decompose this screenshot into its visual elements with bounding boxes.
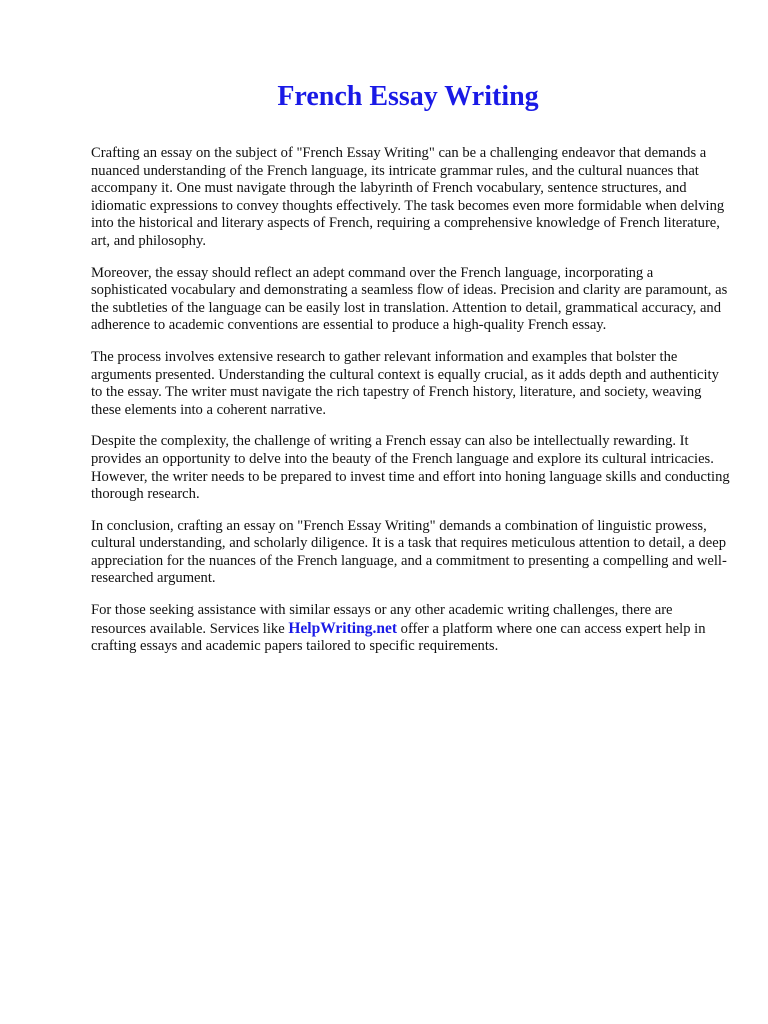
paragraph-4: Despite the complexity, the challenge of writing a French essay can also be intellectually rewarding. It provides an opportunity to delve into the beauty of the French language and explore its cultural intricacies. However, the writer needs to be prepared to invest time and effort into honing language skills and conducting thorough research.	[91, 433, 730, 503]
paragraph-6	[91, 602, 731, 656]
paragraph-3: The process involves extensive research to gather relevant information and examples that bolster the arguments presented. Understanding the cultural context is equally crucial, as it adds depth and authenticity to the essay. The writer must navigate the rich tapestry of French history, literature, and society, weaving these elements into a coherent narrative.	[91, 348, 719, 418]
document-title: French Essay Writing	[277, 81, 539, 112]
document-body	[91, 145, 731, 670]
paragraph-1: Crafting an essay on the subject of "French Essay Writing" can be a challenging endeavor that demands a nuanced understanding of the French language, its intricate grammar rules, and the cultural nuances that accompany it. One must navigate through the labyrinth of French vocabulary, sentence structures, and idiomatic expressions to convey thoughts effectively. The task becomes even more formidable when delving into the historical and literary aspects of French, requiring a comprehensive knowledge of French literature, art, and philosophy.	[91, 145, 725, 249]
paragraph-6-text-after-link: offer a platform where one can access expert help in crafting essays and academic papers tailored to specific requirements.	[91, 620, 706, 655]
paragraph-5: In conclusion, crafting an essay on "French Essay Writing" demands a combination of linguistic prowess, cultural understanding, and scholarly diligence. It is a task that requires meticulous attention to detail, a deep appreciation for the nuances of the French language, and a commitment to presenting a compelling and well-researched argument.	[91, 517, 727, 587]
helpwriting-link[interactable]: HelpWriting.net	[288, 619, 397, 637]
paragraph-6-text-before-link: For those seeking assistance with similar essays or any other academic writing challenges, there are resources available. Services like	[91, 602, 673, 637]
paragraph-2: Moreover, the essay should reflect an adept command over the French language, incorporating a sophisticated vocabulary and demonstrating a seamless flow of ideas. Precision and clarity are paramount, as the subtleties of the language can be easily lost in translation. Attention to detail, grammatical accuracy, and adherence to academic conventions are essential to produce a high-quality French essay.	[91, 264, 728, 334]
